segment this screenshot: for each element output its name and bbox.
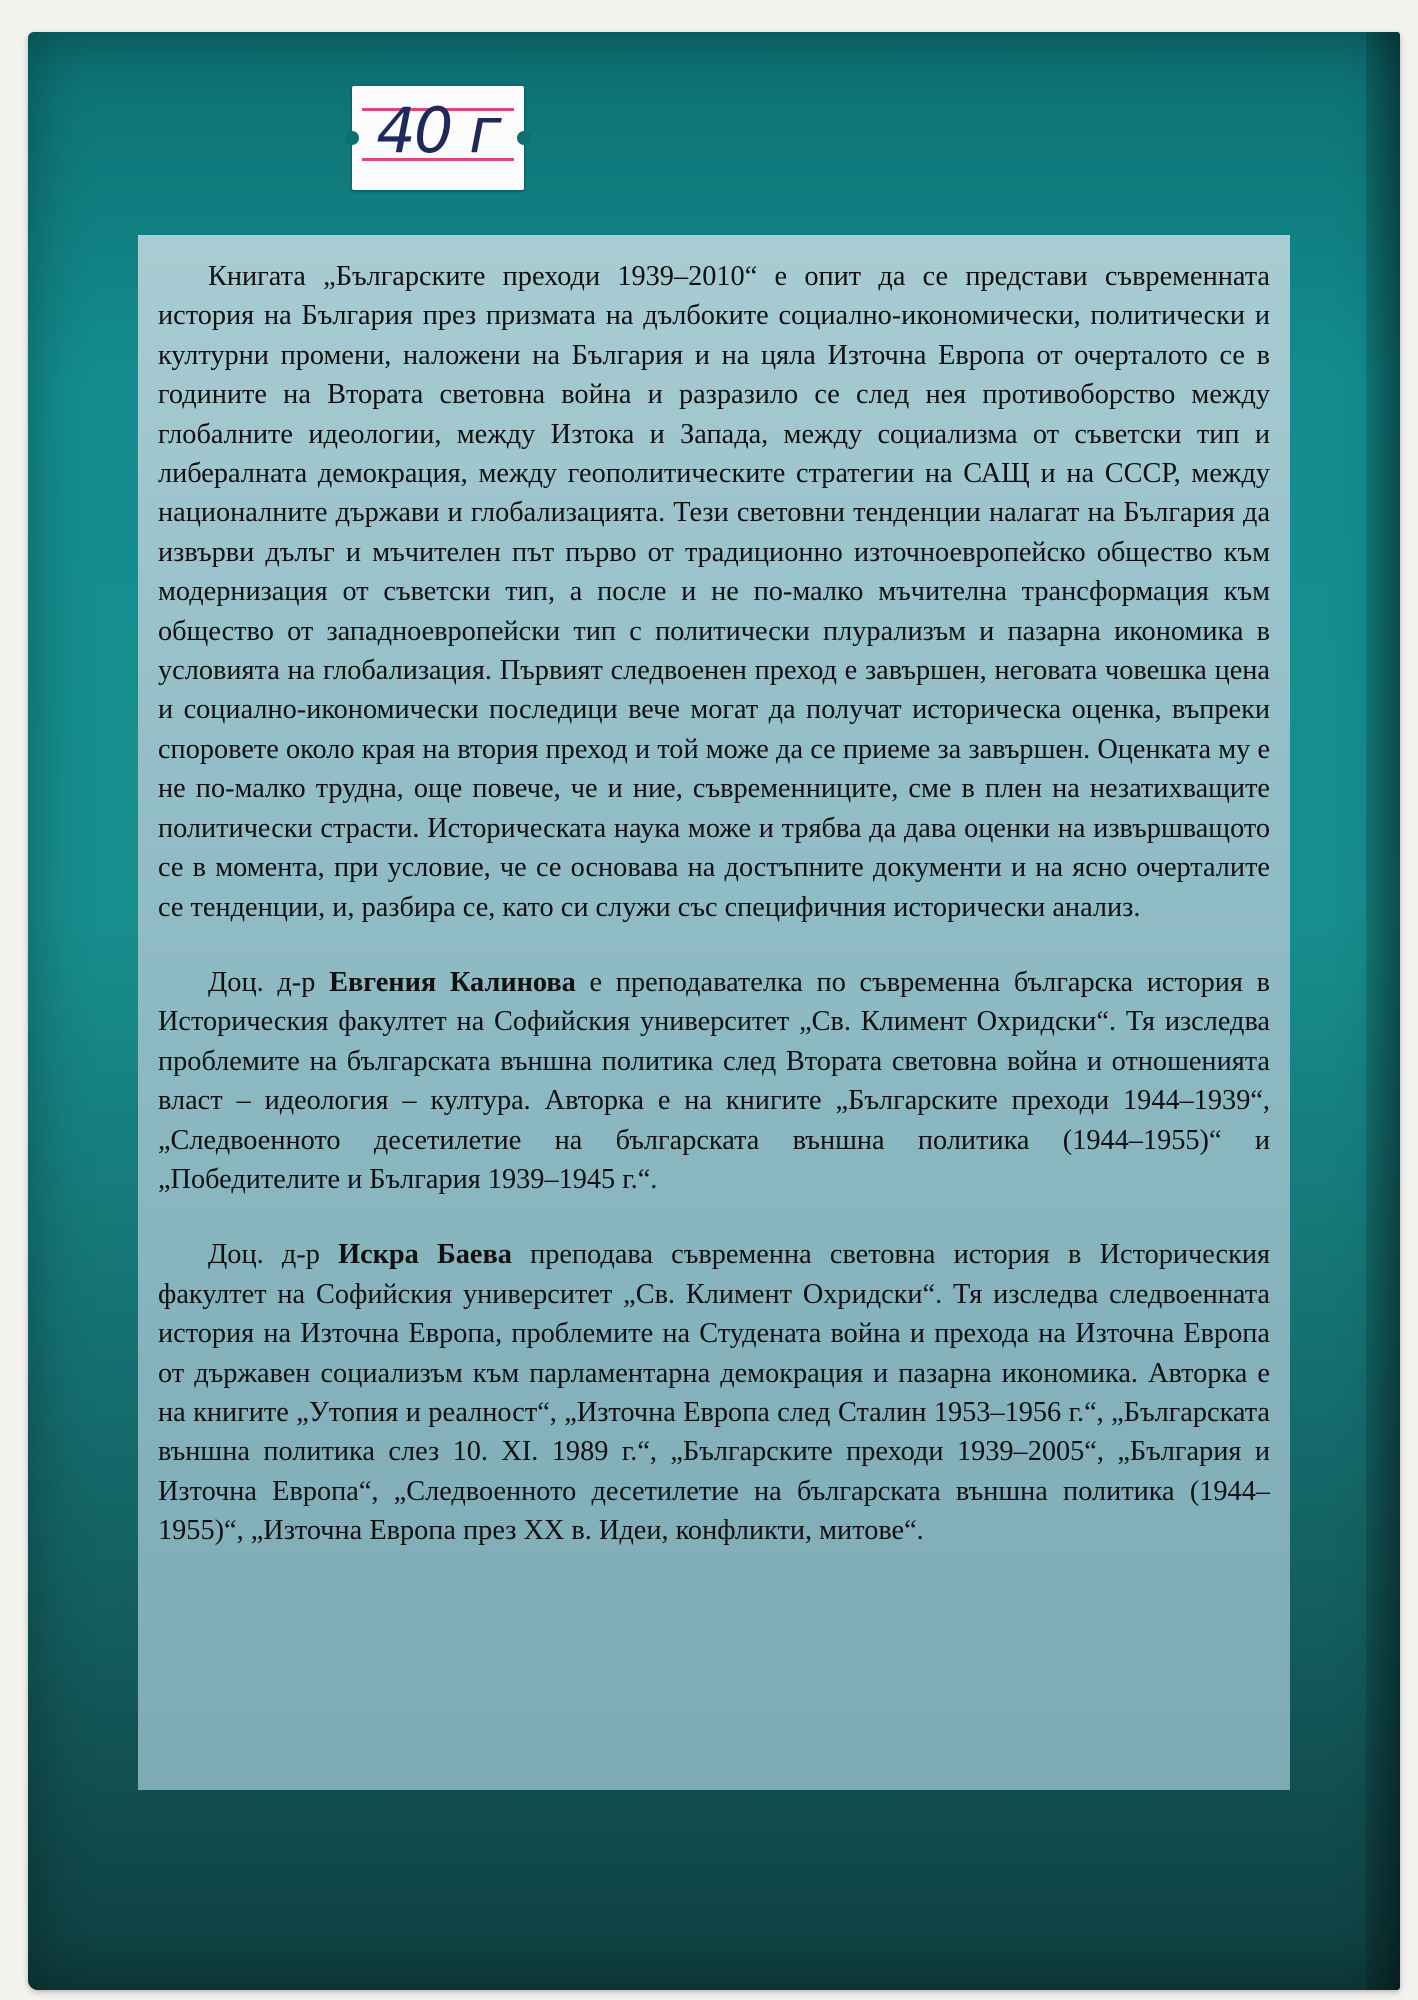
author1-bio: е преподавателка по съвременна българска история в Историческия факултет на Софийския университет „Св. Климент Охридски“. Тя изследва проблемите на българската външна политика след Втората световна война и отношенията власт – идеология – култура. Авторка е на книгите „Българските преходи 1944–1939“, „Следвоенното десетилетие на българската външна политика (1944–1955)“ и „Победителите и България 1939–1945 г.“. <box>158 966 1270 1195</box>
text-panel <box>138 235 1290 1790</box>
price-handwritten: 40 г <box>376 94 500 167</box>
author1-name: Евгения Калинова <box>329 966 576 998</box>
author2-name: Искра Баева <box>338 1239 512 1271</box>
author2-prefix: Доц. д-р <box>208 1239 339 1271</box>
author2-bio: преподава съвременна световна история в Историческия факултет на Софийския университет „Св. Климент Охридски“. Тя изследва следвоенната история на Източна Европа, проблемите на Студената война и прехода на Източна Европа от държавен социализъм към парламентарна демокрация и пазарна икономика. Авторка е на книгите „Утопия и реалност“, „Източна Европа след Сталин 1953–1956 г.“, „Българската външна политика слез 10. XI. 1989 г.“, „Българските преходи 1939–2005“, „България и Източна Европа“, „Следвоенното десетилетие на българската външна политика (1944–1955)“, „Източна Европа през XX в. Идеи, конфликти, митове“. <box>158 1239 1270 1547</box>
paragraph-gap <box>158 927 1270 963</box>
book-description: Книгата „Българските преходи 1939–2010“ е опит да се представи съвременната история на България през призмата на дълбоките социално-икономически, политически и културни промени, наложени на България и на цяла Източна Европа от очерталото се в годините на Втората световна война и разразило се след нея противоборство между глобалните идеологии, между Изтока и Запада, между социализма от съветски тип и либералната демокрация, между геополитическите стратегии на САЩ и на СССР, между националните държави и глобализацията. Тези световни тенденции налагат на България да извърви дълъг и мъчителен път първо от традиционно източноевропейско общество към модернизация от съветски тип, а после и не по-малко мъчителна трансформация към общество от западноевропейски тип с политически плурализъм и пазарна икономика в условията на глобализация. Първият следвоенен преход е завършен, неговата човешка цена и социално-икономически последици вече могат да получат историческа оценка, въпреки споровете около края на втория преход и той може да се приеме за завършен. Оценката му е не по-малко трудна, още повече, че и ние, съвременниците, сме в плен на незатихващите политически страсти. Историческата наука може и трябва да дава оценки на извършващото се в момента, при условие, че се основава на достъпните документи и на ясно очерталите се тенденции, и, разбира се, като си служи със специфичния исторически анализ. <box>158 261 1270 923</box>
price-sticker <box>352 86 524 190</box>
author-bio-kalinova <box>158 963 1270 1199</box>
author-bio-baeva <box>158 1235 1270 1550</box>
author1-prefix: Доц. д-р <box>208 966 330 998</box>
cover-spine-edge <box>1366 32 1400 1990</box>
paragraph-gap <box>158 1199 1270 1235</box>
